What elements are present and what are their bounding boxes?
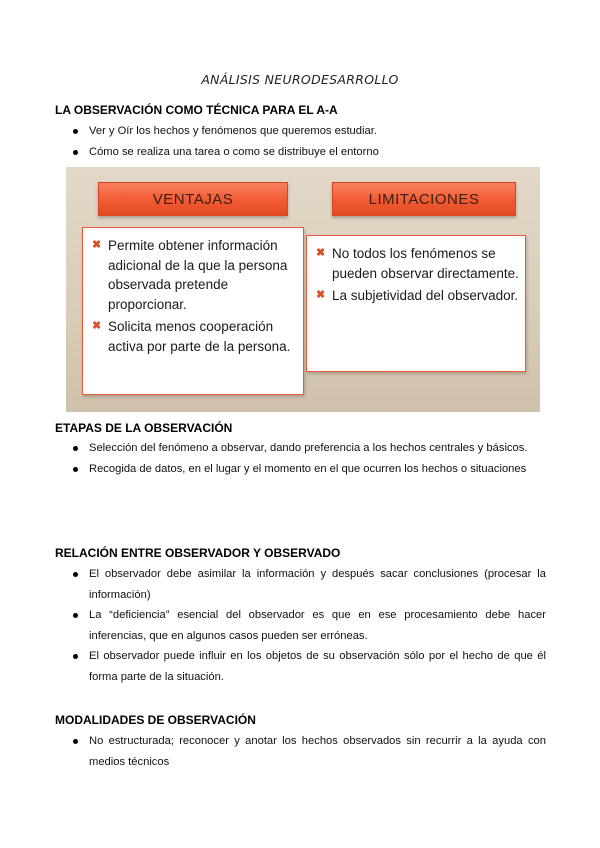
bullet-list-modalidades xyxy=(72,731,546,772)
x-bullet-icon: ✖ xyxy=(92,320,102,332)
list-item: ✖ No todos los fenómenos se pueden observar directamente. xyxy=(316,246,519,281)
limitaciones-box xyxy=(306,235,526,372)
bullet-list-observacion-tecnica xyxy=(72,121,546,162)
list-item: El observador puede influir en los objetos de su observación sólo por el hecho de que él forma parte de la situación. xyxy=(72,646,546,687)
ventajas-label: VENTAJAS xyxy=(98,182,288,216)
list-item: La “deficiencia” esencial del observador es que en ese procesamiento debe hacer inferencias, que en algunos casos pueden ser erróneas. xyxy=(72,605,546,646)
list-item: Ver y Oír los hechos y fenómenos que queremos estudiar. xyxy=(72,121,546,142)
x-bullet-icon: ✖ xyxy=(316,247,326,259)
ventajas-box xyxy=(82,227,304,395)
document-title: ANÁLISIS NEURODESARROLLO xyxy=(201,72,399,87)
x-bullet-icon: ✖ xyxy=(316,289,326,301)
bullet-list-relacion xyxy=(72,564,546,687)
list-item: ✖ Permite obtener información adicional de la que la persona observada pretende proporcionar. xyxy=(92,238,288,312)
list-item: No estructurada; reconocer y anotar los hechos observados sin recurrir a la ayuda con medios técnicos xyxy=(72,731,546,772)
list-item: ✖ La subjetividad del observador. xyxy=(313,286,519,306)
list-item: Selección del fenómeno a observar, dando preferencia a los hechos centrales y básicos. xyxy=(72,438,546,459)
section-heading-observacion-tecnica: LA OBSERVACIÓN COMO TÉCNICA PARA EL A-A xyxy=(55,103,338,117)
section-heading-relacion: RELACIÓN ENTRE OBSERVADOR Y OBSERVADO xyxy=(55,546,341,560)
list-item: El observador debe asimilar la información y después sacar conclusiones (procesar la información) xyxy=(72,564,546,605)
x-bullet-icon: ✖ xyxy=(92,239,102,251)
section-heading-etapas: ETAPAS DE LA OBSERVACIÓN xyxy=(55,421,233,435)
bullet-list-etapas xyxy=(72,438,546,479)
list-item: Recogida de datos, en el lugar y el momento en el que ocurren los hechos o situaciones xyxy=(72,459,546,480)
section-heading-modalidades: MODALIDADES DE OBSERVACIÓN xyxy=(55,713,256,727)
list-item: Cómo se realiza una tarea o como se distribuye el entorno xyxy=(72,142,546,163)
list-item: ✖ Solicita menos cooperación activa por parte de la persona. xyxy=(92,319,291,354)
limitaciones-label: LIMITACIONES xyxy=(332,182,516,216)
ventajas-limitaciones-slide xyxy=(66,167,540,412)
